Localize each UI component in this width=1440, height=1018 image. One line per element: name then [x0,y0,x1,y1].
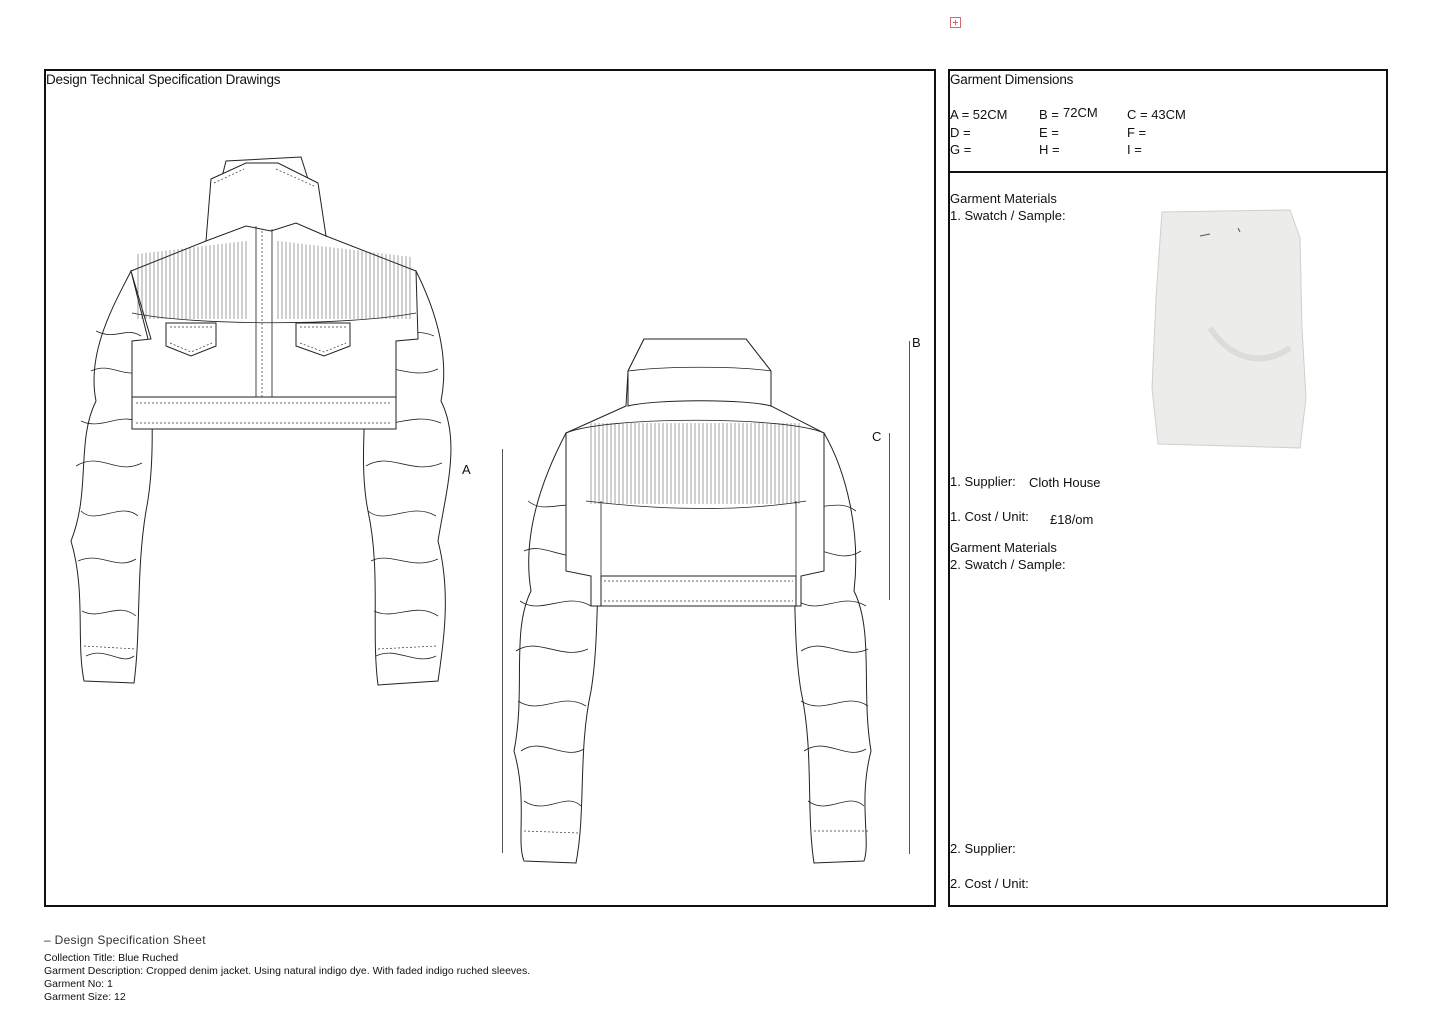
material-1-cost-label: 1. Cost / Unit: [950,509,1029,524]
measure-label-c: C [872,429,882,444]
measure-line-c [889,433,890,600]
back-jacket-sketch [46,71,938,909]
dim-b-label: B = [1039,107,1059,122]
dimensions-title: Garment Dimensions [950,72,1074,87]
material-1-swatch-label: 1. Swatch / Sample: [950,208,1066,223]
measure-line-b [909,341,910,854]
material-2-title: Garment Materials [950,540,1057,555]
footer-number: Garment No: 1 [44,978,113,990]
fabric-swatch-image [1150,208,1320,458]
dim-c: C = 43CM [1127,107,1186,122]
footer-collection: Collection Title: Blue Ruched [44,952,179,964]
material-1-cost-value: £18/om [1050,512,1094,527]
material-2-cost-label: 2. Cost / Unit: [950,876,1029,891]
dim-b-value: 72CM [1063,105,1098,120]
drawings-panel [44,69,936,907]
dim-g: G = [950,142,972,157]
measure-label-a: A [462,462,471,477]
dimensions-panel [948,69,1388,173]
material-2-swatch-label: 2. Swatch / Sample: [950,557,1066,572]
dim-e: E = [1039,125,1059,140]
dim-i: I = [1127,142,1142,157]
materials-panel [948,171,1388,907]
dim-h: H = [1039,142,1060,157]
material-2-supplier-label: 2. Supplier: [950,841,1016,856]
footer-heading: – Design Specification Sheet [44,933,206,947]
material-1-title: Garment Materials [950,191,1057,206]
expand-plus-icon[interactable] [950,17,961,28]
footer-description: Garment Description: Cropped denim jacket. Using natural indigo dye. With faded indigo ruched sleeves. [44,965,531,977]
drawings-title: Design Technical Specification Drawings [46,72,281,87]
dim-d: D = [950,125,971,140]
material-1-supplier-value: Cloth House [1029,475,1101,490]
material-1-supplier-label: 1. Supplier: [950,474,1016,489]
measure-label-b: B [912,335,921,350]
measure-line-a [502,449,503,853]
footer-size: Garment Size: 12 [44,991,126,1003]
dim-a: A = 52CM [950,107,1008,122]
dim-f: F = [1127,125,1147,140]
